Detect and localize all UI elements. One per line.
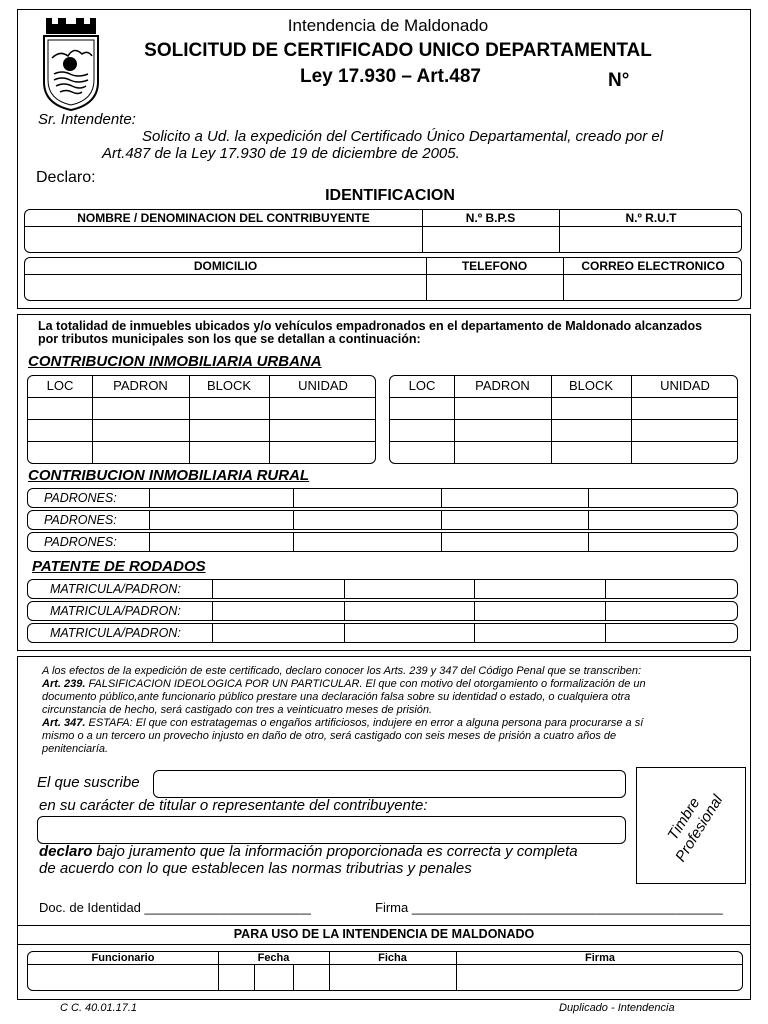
- header-bps: N.º B.P.S: [465, 211, 516, 225]
- urban-right-header-loc: LOC: [408, 378, 436, 393]
- bps-field[interactable]: [423, 227, 558, 252]
- urban-table-right: [389, 375, 738, 464]
- declaro-statement: [39, 843, 629, 877]
- art-239-label: Art. 239.: [42, 678, 86, 690]
- urban-right-row[interactable]: [390, 420, 737, 441]
- header-rut: N.º R.U.T: [625, 211, 677, 225]
- art-347-line-1: ESTAFA: El que con estratagemas o engaños artificiosos, indujere en error a alguna persona para procurarse a sí: [85, 717, 644, 729]
- vehicle-row[interactable]: [27, 623, 738, 643]
- rural-row[interactable]: [27, 532, 738, 552]
- identification-title: IDENTIFICACION: [325, 187, 455, 204]
- rural-row-label: PADRONES:: [44, 535, 117, 549]
- properties-intro-2: por tributos municipales son los que se detallan a continuación:: [38, 332, 421, 346]
- properties-section: [17, 314, 751, 651]
- urban-right-header-block: BLOCK: [568, 378, 614, 393]
- copy-label: Duplicado - Intendencia: [559, 1002, 675, 1014]
- rural-row[interactable]: [27, 488, 738, 508]
- urban-right-header-padron: PADRON: [475, 378, 530, 393]
- art-347-line-2: mismo o a un tercero un provecho injusto en daño de otro, será castigado con seis meses de prisión a cuatro años de: [42, 730, 617, 742]
- suscribe-name-field[interactable]: [153, 770, 626, 798]
- funcionario-field[interactable]: [28, 965, 217, 990]
- urban-left-row[interactable]: [28, 420, 375, 441]
- legal-line-1: A los efectos de la expedición de este certificado, declaro conocer los Arts. 239 y 347 del Código Penal que se transcriben:: [42, 665, 642, 677]
- rut-field[interactable]: [560, 227, 742, 252]
- urban-left-header-unidad: UNIDAD: [298, 378, 348, 393]
- vehicle-row-label: MATRICULA/PADRON:: [50, 604, 181, 618]
- art-347: [42, 717, 742, 730]
- header-section: [17, 9, 751, 309]
- declaration-section: [17, 656, 751, 1000]
- representative-field[interactable]: [37, 816, 626, 844]
- urban-left-header-block: BLOCK: [206, 378, 252, 393]
- request-line-1: Solicito a Ud. la expedición del Certificado Único Departamental, creado por el: [142, 128, 664, 145]
- vehicle-row[interactable]: [27, 579, 738, 599]
- art-239-line-3: circunstancia de hecho, será castigado con tres a veinticuatro meses de prisión.: [42, 704, 433, 716]
- header-nombre: NOMBRE / DENOMINACION DEL CONTRIBUYENTE: [77, 211, 370, 225]
- form-title: SOLICITUD DE CERTIFICADO UNICO DEPARTAMENTAL: [144, 40, 652, 61]
- correo-field[interactable]: [564, 275, 742, 300]
- urban-right-header-unidad: UNIDAD: [660, 378, 710, 393]
- rural-row-label: PADRONES:: [44, 513, 117, 527]
- firma-field[interactable]: [457, 965, 742, 990]
- timbre-label: Timbre Profesional: [664, 792, 727, 865]
- vehicle-row-label: MATRICULA/PADRON:: [50, 582, 181, 596]
- declaro-rest: bajo juramento que la información proporcionada es correcta y completa: [92, 843, 578, 860]
- rural-row[interactable]: [27, 510, 738, 530]
- urban-left-header-padron: PADRON: [113, 378, 168, 393]
- vehicle-row[interactable]: [27, 601, 738, 621]
- ficha-field[interactable]: [330, 965, 455, 990]
- header-telefono: TELEFONO: [461, 259, 528, 273]
- art-239-line-1: FALSIFICACION IDEOLOGICA POR UN PARTICULAR. El que con motivo del otorgamiento o formalización de un: [85, 678, 646, 690]
- domicilio-field[interactable]: [25, 275, 425, 300]
- taxpayer-table: [24, 209, 742, 253]
- org-name: Intendencia de Maldonado: [287, 16, 489, 35]
- office-divider: [18, 944, 750, 945]
- caracter-label: en su carácter de titular o representante del contribuyente:: [39, 797, 428, 814]
- office-header-firma: Firma: [585, 952, 615, 964]
- urban-right-row[interactable]: [390, 442, 737, 463]
- vehicles-title: PATENTE DE RODADOS: [32, 558, 206, 575]
- header-domicilio: DOMICILIO: [193, 259, 258, 273]
- art-347-line-3: penitenciaría.: [42, 743, 109, 755]
- office-table: [27, 951, 743, 991]
- fecha-field[interactable]: [219, 965, 328, 990]
- header-correo: CORREO ELECTRONICO: [581, 259, 725, 273]
- office-header-fecha: Fecha: [257, 952, 290, 964]
- art-239-line-2: documento público,ante funcionario público prestare una declaración falsa sobre su identidad o estado, o cualquiera otra: [42, 691, 631, 703]
- rural-row-label: PADRONES:: [44, 491, 117, 505]
- number-label: N°: [608, 70, 630, 91]
- office-header-funcionario: Funcionario: [91, 952, 155, 964]
- firma-line[interactable]: Firma ___________________________________________: [375, 900, 723, 915]
- nombre-field[interactable]: [25, 227, 421, 252]
- urban-left-row[interactable]: [28, 442, 375, 463]
- properties-intro-1: La totalidad de inmuebles ubicados y/o vehículos empadronados en el departamento de Maldonado alcanzados: [38, 319, 703, 333]
- declaro-label: Declaro:: [36, 169, 96, 186]
- telefono-field[interactable]: [427, 275, 562, 300]
- vehicle-row-label: MATRICULA/PADRON:: [50, 626, 181, 640]
- doc-identity-line[interactable]: Doc. de Identidad _______________________: [39, 900, 311, 915]
- urban-right-row[interactable]: [390, 398, 737, 419]
- legal-text: [42, 665, 742, 756]
- law-reference: Ley 17.930 – Art.487: [300, 66, 481, 87]
- urban-title: CONTRIBUCION INMOBILIARIA URBANA: [28, 353, 322, 370]
- declaro-line-2: de acuerdo con lo que establecen las normas tributrias y penales: [39, 860, 472, 877]
- art-239: [42, 678, 742, 691]
- address-table: [24, 257, 742, 301]
- urban-left-header-loc: LOC: [46, 378, 74, 393]
- salutation: Sr. Intendente:: [38, 111, 136, 128]
- urban-left-row[interactable]: [28, 398, 375, 419]
- office-divider: [18, 925, 750, 926]
- urban-table-left: [27, 375, 376, 464]
- office-title: PARA USO DE LA INTENDENCIA DE MALDONADO: [233, 927, 535, 941]
- office-header-ficha: Ficha: [378, 952, 407, 964]
- declaro-bold: declaro: [39, 843, 93, 860]
- rural-title: CONTRIBUCION INMOBILIARIA RURAL: [28, 467, 310, 484]
- coat-of-arms-logo: [40, 16, 102, 112]
- art-347-label: Art. 347.: [42, 717, 86, 729]
- form-code: C C. 40.01.17.1: [60, 1002, 138, 1014]
- suscribe-label: El que suscribe: [37, 774, 140, 791]
- timbre-box: [636, 767, 746, 884]
- request-line-2: Art.487 de la Ley 17.930 de 19 de diciembre de 2005.: [102, 145, 460, 162]
